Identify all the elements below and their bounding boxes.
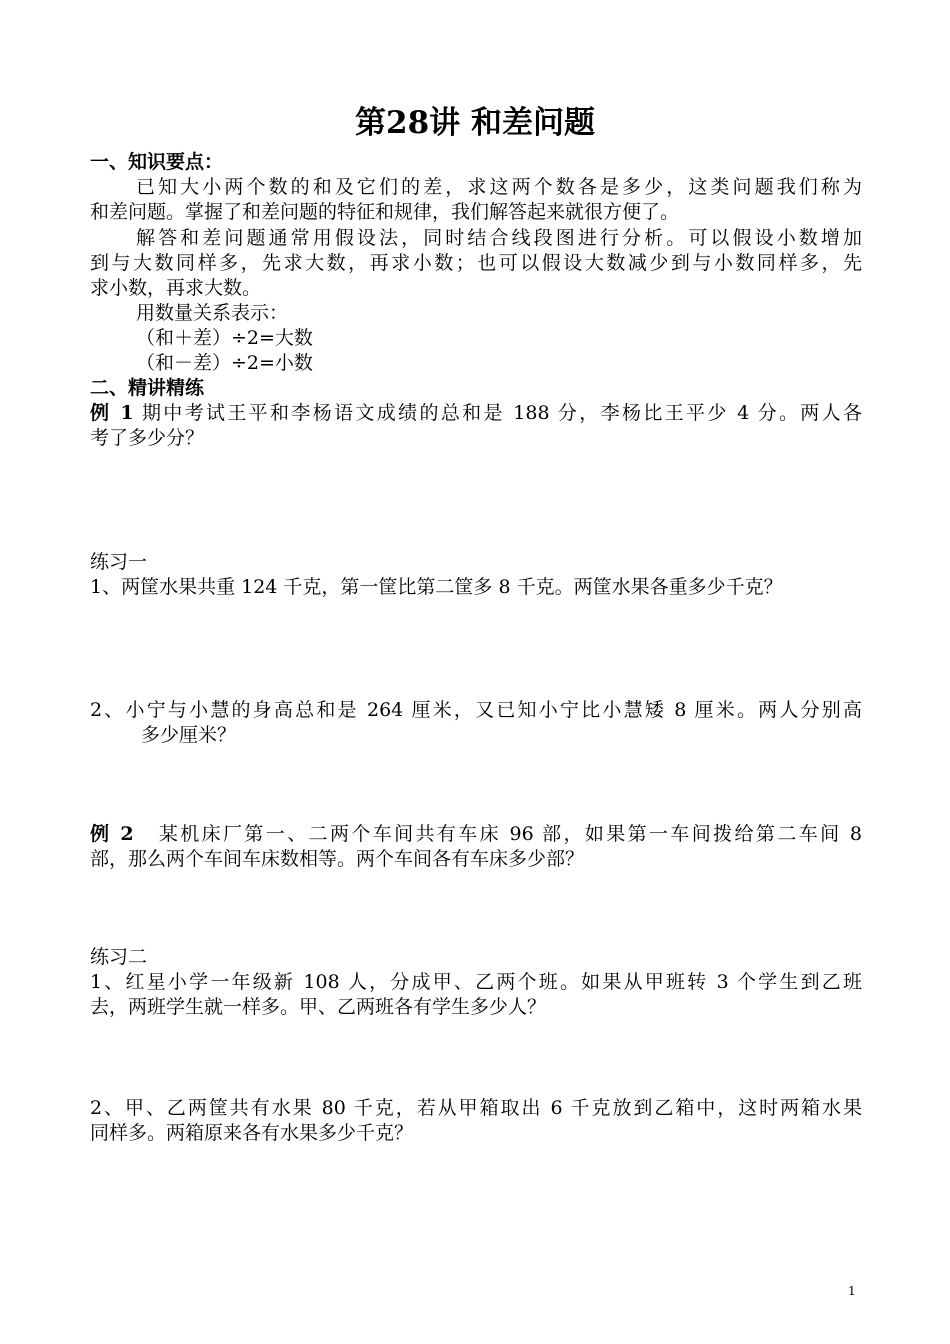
practice-1-question-1: 1、两筐水果共重 124 千克，第一筐比第二筐多 8 千克。两筐水果各重多少千克？ — [90, 576, 783, 598]
paragraph-2-line-2: 到与大数同样多，先求大数，再求小数；也可以假设大数减少到与小数同样多，先 — [90, 252, 862, 274]
paragraph-2-line-3: 求小数，再求大数。 — [90, 277, 262, 299]
example-2-label: 例 2 — [90, 823, 134, 845]
practice-2-question-1-line-2: 去，两班学生就一样多。甲、乙两班各有学生多少人？ — [90, 996, 547, 1018]
relation-intro: 用数量关系表示： — [136, 302, 289, 324]
practice-2-question-2-line-1: 2、甲、乙两筐共有水果 80 千克，若从甲箱取出 6 千克放到乙箱中，这时两箱水果 — [90, 1097, 862, 1119]
practice-2-question-1-line-1: 1、红星小学一年级新 108 人，分成甲、乙两个班。如果从甲班转 3 个学生到乙班 — [90, 971, 862, 993]
practice-1-question-2-line-1: 2、小宁与小慧的身高总和是 264 厘米，又已知小宁比小慧矮 8 厘米。两人分别高 — [90, 699, 862, 721]
formula-large-number: （和＋差）÷2=大数 — [136, 327, 313, 349]
example-1-label: 例 1 — [90, 402, 134, 424]
practice-2-heading: 练习二 — [90, 946, 148, 968]
section-heading-knowledge: 一、知识要点： — [90, 151, 224, 173]
paragraph-1-line-1: 已知大小两个数的和及它们的差，求这两个数各是多少，这类问题我们称为 — [136, 176, 862, 198]
example-1-line-2: 考了多少分？ — [90, 427, 205, 449]
practice-1-question-2-line-2: 多少厘米？ — [141, 724, 237, 746]
paragraph-2-line-1: 解答和差问题通常用假设法，同时结合线段图进行分析。可以假设小数增加 — [136, 227, 862, 249]
paragraph-1-line-2: 和差问题。掌握了和差问题的特征和规律，我们解答起来就很方便了。 — [90, 201, 680, 223]
practice-1-heading: 练习一 — [90, 551, 148, 573]
section-heading-practice: 二、精讲精练 — [90, 377, 205, 399]
page-number: 1 — [848, 1284, 856, 1298]
example-1-line-1 — [90, 401, 862, 426]
formula-small-number: （和－差）÷2=小数 — [136, 352, 313, 374]
page-title: 第28讲 和差问题 — [355, 105, 595, 141]
example-2-line-1 — [90, 822, 862, 847]
example-2-line-2: 部，那么两个车间车床数相等。两个车间各有车床多少部？ — [90, 848, 585, 870]
practice-2-question-2-line-2: 同样多。两箱原来各有水果多少千克？ — [90, 1122, 414, 1144]
example-2-text: 某机床厂第一、二两个车间共有车床 96 部，如果第一车间拨给第二车间 8 — [158, 823, 862, 845]
example-1-text: 期中考试王平和李杨语文成绩的总和是 188 分，李杨比王平少 4 分。两人各 — [141, 402, 862, 424]
